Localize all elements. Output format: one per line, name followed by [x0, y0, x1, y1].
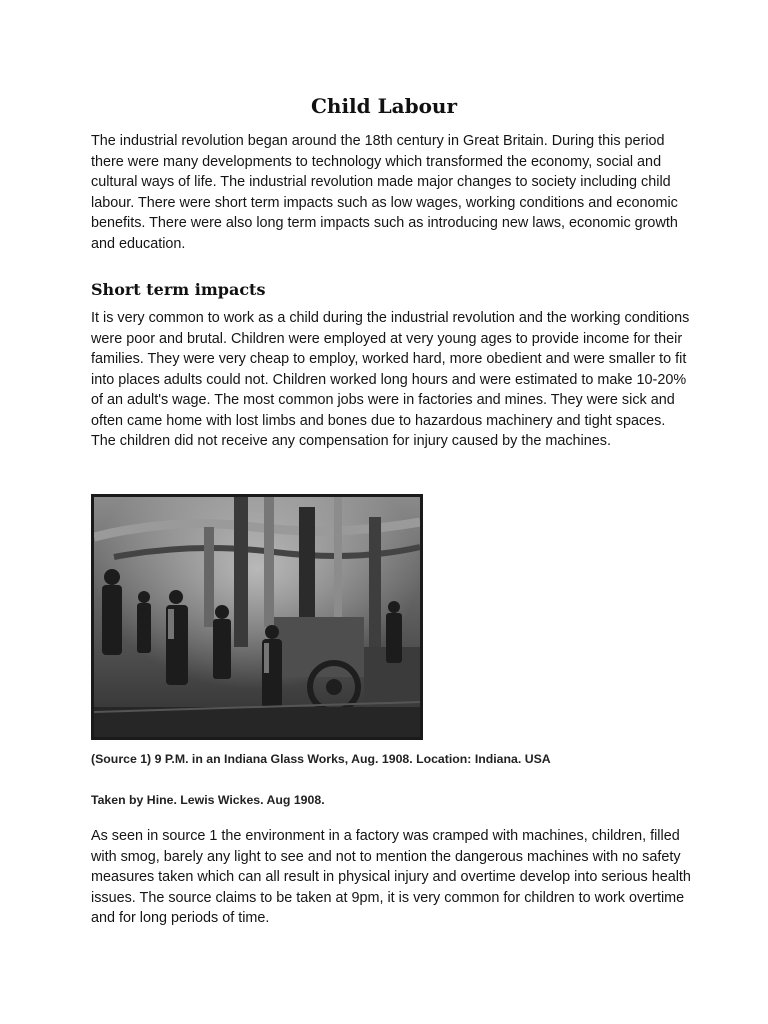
caption-text: 9 P.M. in an Indiana Glass Works, Aug. 1908. Location: Indiana. USA	[154, 752, 551, 766]
analysis-paragraph: As seen in source 1 the environment in a factory was cramped with machines, children, filled with smog, barely any light to see and not to mention the dangerous machines with no safety measures taken which can all result in physical injury and overtime develop into serious health issues. The source claims to be taken at 9pm, it is very common for children to work overtime and for long periods of time.	[91, 828, 691, 926]
section-heading: Short term impacts	[91, 280, 266, 299]
figure-credit: Taken by Hine. Lewis Wickes. Aug 1908.	[91, 793, 325, 807]
page-title: Child Labour	[310, 94, 458, 118]
factory-photo	[91, 494, 423, 740]
intro-paragraph: The industrial revolution began around the 18th century in Great Britain. During this period there were many developments to technology which transformed the economy, social and cultural ways of life. The industrial revolution made major changes to society including child labour. There were short term impacts such as low wages, working conditions and economic benefits. There were also long term impacts such as introducing new laws, economic growth and education.	[91, 133, 678, 252]
section-paragraph: It is very common to work as a child during the industrial revolution and the working conditions were poor and brutal. Children were employed at very young ages to provide income for their families. They were very cheap to employ, worked hard, more obedient and were smaller to fit into places adults could not. Children worked long hours and were estimated to make 10-20% of an adult's wage. The most common jobs were in factories and mines. They were sick and often came home with lost limbs and bones due to hazardous machinery and tight spaces. The children did not receive any compensation for injury caused by the machines.	[91, 310, 690, 449]
figure-caption	[91, 752, 711, 766]
factory-photo-image	[94, 497, 420, 737]
source-label: (Source 1)	[91, 752, 152, 766]
